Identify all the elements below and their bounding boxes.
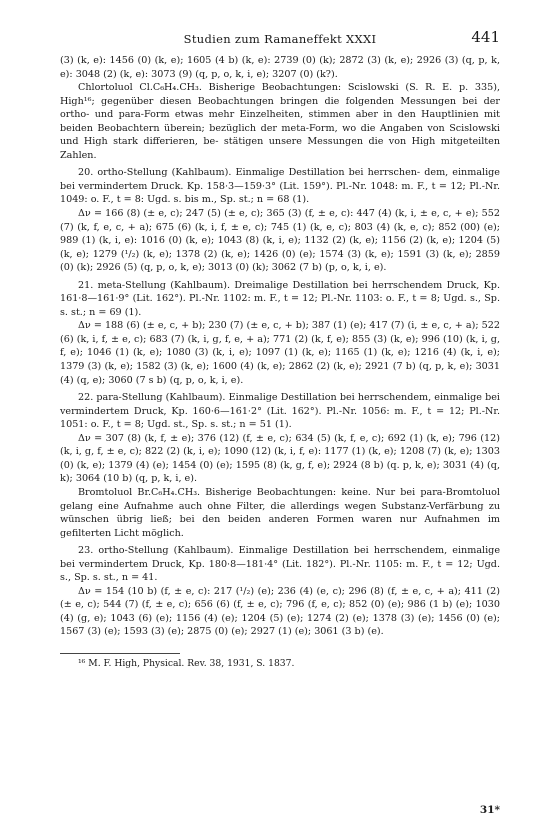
paragraph-ortho-chlor: 20. ortho-Stellung (Kahlbaum). Einmalige Destillation bei herrschen- dem, einmalige bei vermindertem Druck. Kp. 158·3—159·3° (Lit. 159°). Pl.-Nr. 1048: m. F., t = 12; Pl.-Nr. 1049: o. F., t = 8: Ugd. s. bis m., Sp. st.; n = 68 (1). bbox=[60, 167, 500, 206]
paragraph-spectrum-continued: (3) (k, e): 1456 (0) (k, e); 1605 (4 b) (k, e): 2739 (0) (k); 2872 (3) (k, e); 2926 (3) (q, p, k, e): 3048 (2) (k, e): 3073 (9) (q, p, o, k, i, e); 3207 (0) (k?). bbox=[60, 55, 500, 80]
page-number: 441 bbox=[471, 28, 500, 46]
spectrum-para-chlor: Δν = 307 (8) (k, f, ± e); 376 (12) (f, ± e, c); 634 (5) (k, f, e, c); 692 (1) (k, e); 796 (12) (k, i, g, f, ± e, c); 822 (2) (k, i, e); 1090 (12) (k, i, f, e): 1177 (1) (k, e); 1208 (7) (k, e); 1303 (0) (k, e); 1379 (4) (e); 1454 (0) (e); 1595 (8) (k, g, f, e); 2924 (8 b) (q. p, k, e); 3031 (4) (q, k); 3064 (10 b) (q, p, k, i, e). bbox=[60, 432, 500, 485]
page-body bbox=[60, 54, 500, 669]
spectrum-ortho-brom: Δν = 154 (10 b) (f, ± e, c): 217 (¹/₂) (e); 236 (4) (e, c); 296 (8) (f, ± e, c, + a); 411 (2) (± e, c); 544 (7) (f, ± e, c); 656 (6) (f, ± e, c); 796 (f, e, c); 852 (0) (e); 986 (1 b) (e); 1030 (4) (g, e); 1043 (6) (e); 1156 (4) (e); 1204 (5) (e); 1274 (2) (e); 1378 (3) (e); 1456 (0) (e); 1567 (3) (e); 1593 (3) (e); 2875 (0) (e); 2927 (1) (e); 3061 (3 b) (e). bbox=[60, 585, 500, 638]
paragraph-chlortoluol-intro: Chlortoluol Cl.C₆H₄.CH₃. Bisherige Beobachtungen: Scislowski (S. R. E. p. 335), High¹⁶; gegenüber diesen Beobachtungen bringen die folgenden Messungen bei der ortho- und para-Form etwas mehr Einzelheiten, stimmen aber in den Hauptlinien mit beiden Beobachtern überein; bezüglich der meta-Form, wo die Angaben von Scislowski und High stark differieren, be- stätigen unsere Messungen die von High mitgeteilten Zahlen. bbox=[60, 82, 500, 161]
running-title: Studien zum Ramaneffekt XXXI bbox=[183, 32, 377, 46]
spectrum-meta-chlor: Δν = 188 (6) (± e, c, + b); 230 (7) (± e, c, + b); 387 (1) (e); 417 (7) (i, ± e, c, + a); 522 (6) (k, i, f, ± e, c); 683 (7) (k, i, g, f, e, + a); 771 (2) (k, f, e); 855 (3) (k, e); 996 (10) (k, i, g, f, e); 1046 (1) (k, e); 1080 (3) (k, i, e); 1097 (1) (k, e); 1165 (1) (k, e); 1216 (4) (k, i, e); 1379 (3) (k, e); 1582 (3) (k, e); 1600 (4) (k, e); 2862 (2) (k, e); 2921 (7 b) (q, p, k, e); 3031 (4) (q, e); 3060 (7 s b) (q, p, o, k, i, e). bbox=[60, 320, 500, 386]
paragraph-para-chlor: 22. para-Stellung (Kahlbaum). Einmalige Destillation bei herrschendem, einmalige bei vermindertem Druck, Kp. 160·6—161·2° (Lit. 162°). Pl.-Nr. 1056: m. F., t = 12; Pl.-Nr. 1051: o. F., t = 8; Ugd. st., Sp. s. st.; n = 51 (1). bbox=[60, 392, 500, 431]
page-header bbox=[60, 28, 500, 54]
footnote: ¹⁶ M. F. High, Physical. Rev. 38, 1931, S. 1837. bbox=[78, 657, 295, 669]
paragraph-meta-chlor: 21. meta-Stellung (Kahlbaum). Dreimalige Destillation bei herrschendem Druck, Kp. 161·8—161·9° (Lit. 162°). Pl.-Nr. 1102: m. F., t = 12; Pl.-Nr. 1103: o. F., t = 8; Ugd. s., Sp. s. st.; n = 69 (1). bbox=[60, 279, 500, 318]
paragraph-bromtoluol-intro: Bromtoluol Br.C₆H₄.CH₃. Bisherige Beobachtungen: keine. Nur bei para-Bromtoluol gelang eine Aufnahme auch ohne Filter, die allerdings wegen Substanz-Verfärbung zu wünschen übrig ließ; bei den beiden anderen Formen waren nur Aufnahmen im gefilterten Licht möglich. bbox=[60, 486, 500, 539]
paragraph-ortho-brom: 23. ortho-Stellung (Kahlbaum). Einmalige Destillation bei herrschendem, einmalige bei vermindertem Druck, Kp. 180·8—181·4° (Lit. 182°). Pl.-Nr. 1105: m. F., t = 12; Ugd. s., Sp. s. st., n = 41. bbox=[60, 545, 500, 584]
spectrum-ortho-chlor: Δν = 166 (8) (± e, c); 247 (5) (± e, c); 365 (3) (f, ± e, c): 447 (4) (k, i, ± e, c, + e); 552 (7) (k, f, e, c, + a); 675 (6) (k, i, f, ± e, c); 745 (1) (k, e, c); 803 (4) (k, e, c); 852 (00) (e); 989 (1) (k, i, e): 1016 (0) (k, e); 1043 (8) (k, i, e); 1132 (2) (k, e); 1156 (2) (k, e); 1204 (5) (k, e); 1279 (¹/₂) (k, e); 1378 (2) (k, e); 1426 (0) (e); 1574 (3) (k, e); 1591 (3) (k, e); 2859 (0) (k); 2926 (5) (q, p, o, k, e); 3013 (0) (k); 3062 (7 b) (p, o, k, i, e). bbox=[60, 208, 500, 274]
printer-signature: 31* bbox=[479, 804, 500, 816]
footnote-divider bbox=[60, 653, 180, 654]
document-page bbox=[60, 28, 500, 816]
